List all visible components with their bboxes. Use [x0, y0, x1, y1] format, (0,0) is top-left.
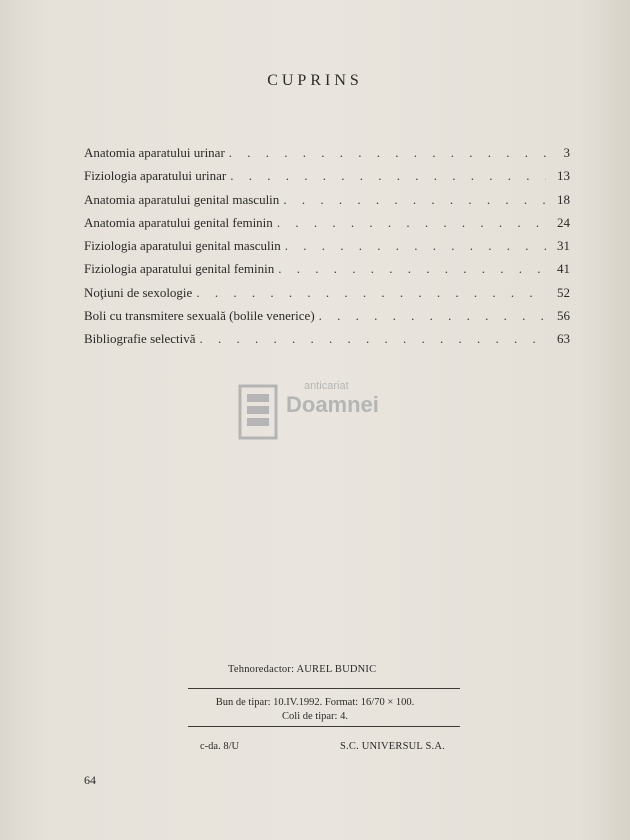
page-title: CUPRINS: [267, 72, 363, 89]
toc-entry-label: Noţiuni de sexologie: [84, 284, 193, 300]
toc-entry-label: Fiziologia aparatului genital masculin: [84, 238, 281, 254]
coli-de-tipar-line: Coli de tipar: 4.: [282, 711, 348, 722]
toc-entry-page: 56: [557, 308, 570, 324]
toc-entry-page: 41: [557, 261, 570, 277]
toc-entry-label: Fiziologia aparatului urinar: [84, 168, 227, 184]
tehnoredactor-line: Tehnoredactor: AUREL BUDNIC: [228, 664, 377, 675]
toc-entry-label: Bibliografie selectivă: [84, 331, 196, 347]
bun-de-tipar-line: Bun de tipar: 10.IV.1992. Format: 16/70 × 100.: [215, 697, 415, 708]
publisher-name: S.C. UNIVERSUL S.A.: [340, 741, 445, 752]
imprint-divider-bottom: [188, 726, 460, 727]
toc-entry-page: 31: [557, 238, 570, 254]
imprint-divider-top: [188, 688, 460, 689]
watermark-top-text: anticariat: [304, 380, 349, 392]
toc-entry-label: Anatomia aparatului urinar: [84, 145, 225, 160]
order-number: c-da. 8/U: [200, 741, 240, 752]
toc-entry-page: 18: [557, 191, 570, 207]
toc-entry-page: 3: [563, 145, 570, 160]
toc-entry-page: 24: [557, 214, 570, 230]
page-number: 64: [84, 773, 96, 787]
toc-entry-label: Anatomia aparatului genital feminin: [84, 214, 273, 230]
toc-entry-label: Fiziologia aparatului genital feminin: [84, 261, 275, 277]
toc-entry-label: Boli cu transmitere sexuală (bolile venerice): [84, 308, 315, 324]
watermark-main-text: Doamnei: [286, 392, 379, 417]
toc-entry-page: 13: [557, 168, 570, 184]
toc-entry-label: Anatomia aparatului genital masculin: [84, 191, 280, 207]
toc-entry-page: 63: [557, 331, 570, 347]
toc-entry-page: 52: [557, 284, 570, 300]
